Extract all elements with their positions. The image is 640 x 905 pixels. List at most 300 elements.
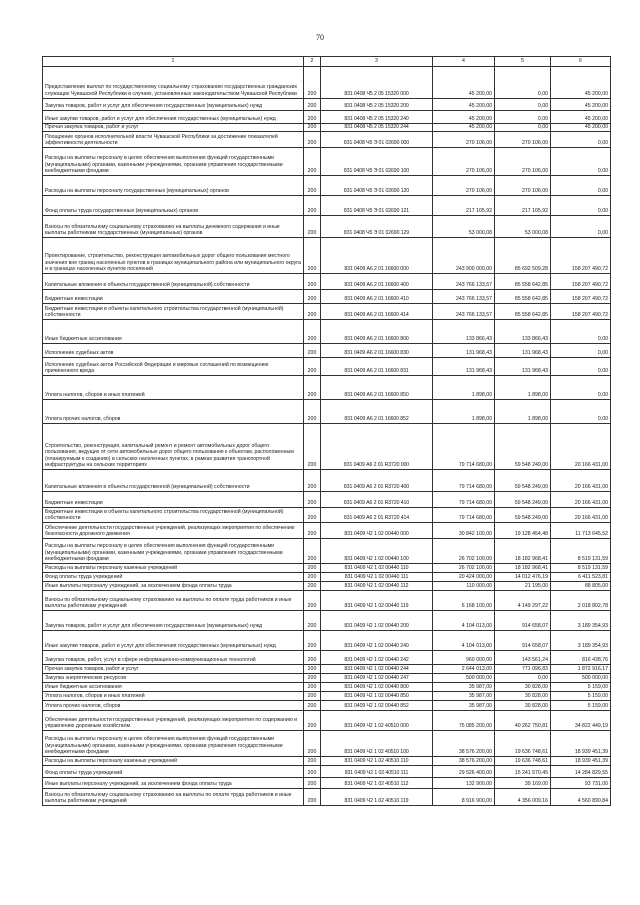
- expense-name-cell: Строительство, реконструкция, капитальный ремонт и ремонт автомобильных дорог общего пользования, ведущих от сети автомобильных дорог общего пользования к объектам, расположенным (планируемым к созданию) в сельских населенных пунктах, в рамках развития транспортной инфраструктуры на сельских территориях: [43, 424, 304, 470]
- executed-amount-cell: 30 828,00: [495, 692, 551, 701]
- unexecuted-amount-cell: 20 166 431,00: [551, 492, 611, 508]
- table-row: [43, 611, 611, 631]
- unexecuted-amount-cell: 0,00: [551, 358, 611, 376]
- expense-name-cell: Закупка товаров, работ и услуг для обеспечения государственных (муниципальных) нужд: [43, 611, 304, 631]
- line-code-cell: 200: [304, 358, 321, 376]
- approved-amount-cell: 38 576 200,00: [433, 757, 495, 766]
- approved-amount-cell: 35 987,00: [433, 692, 495, 701]
- budget-classification-code-cell: 831 0408 Ч5 Э 01 02690 100: [321, 148, 433, 176]
- approved-amount-cell: 960 000,00: [433, 651, 495, 665]
- approved-amount-cell: 79 714 680,00: [433, 470, 495, 492]
- expense-name-cell: Закупка товаров, работ, услуг в сфере информационно-коммуникационных технологий: [43, 651, 304, 665]
- executed-amount-cell: 4 356 009,16: [495, 789, 551, 806]
- unexecuted-amount-cell: 20 166 431,00: [551, 470, 611, 492]
- budget-classification-code-cell: 831 0409 А6 2 01 16600 831: [321, 358, 433, 376]
- budget-classification-code-cell: 831 0408 Ч5 Э 01 02690 121: [321, 196, 433, 216]
- budget-classification-code-cell: 831 0409 А6 2 01 R3720 414: [321, 508, 433, 523]
- approved-amount-cell: 1 898,00: [433, 400, 495, 424]
- expense-name-cell: Расходы на выплаты персоналу в целях обеспечения выполнения функций государственными (муниципальными) органами, казенными учреждениями, органами управления государственными внебюджетными фондами: [43, 731, 304, 757]
- executed-amount-cell: 21 195,00: [495, 582, 551, 591]
- expense-name-cell: Закупка товаров, работ и услуг для обеспечения государственных (муниципальных) нужд: [43, 99, 304, 111]
- expense-name-cell: Расходы на выплаты персоналу в целях обеспечения выполнения функций государственными (муниципальными) органами, казенными учреждениями, органами управления государственными внебюджетными фондами: [43, 148, 304, 176]
- expense-name-cell: Исполнение судебных актов Российской Федерации и мировых соглашений по возмещению причиненного вреда: [43, 358, 304, 376]
- unexecuted-amount-cell: 45 200,00: [551, 99, 611, 111]
- budget-classification-code-cell: 831 0409 Ч2 1 02 00440 852: [321, 701, 433, 711]
- approved-amount-cell: 8 916 900,00: [433, 789, 495, 806]
- expense-name-cell: Взносы по обязательному социальному страхованию на выплаты по оплате труда работников и иные выплаты работникам учреждений: [43, 591, 304, 611]
- expense-name-cell: Взносы по обязательному социальному страхованию на выплаты денежного содержания и иные выплаты работникам государственных (муниципальных) органов: [43, 216, 304, 238]
- expense-name-cell: Бюджетные инвестиции: [43, 290, 304, 304]
- table-row: [43, 692, 611, 701]
- expense-name-cell: Иные выплаты персоналу учреждений, за исключением фонда оплаты труда: [43, 582, 304, 591]
- expense-name-cell: Иные бюджетные ассигнования: [43, 320, 304, 344]
- expense-name-cell: Иные закупки товаров, работ и услуг для обеспечения государственных (муниципальных) нужд: [43, 111, 304, 124]
- approved-amount-cell: 500 000,00: [433, 674, 495, 683]
- table-row: [43, 111, 611, 124]
- approved-amount-cell: 270 106,00: [433, 148, 495, 176]
- line-code-cell: 200: [304, 132, 321, 148]
- table-row: [43, 358, 611, 376]
- line-code-cell: 200: [304, 376, 321, 400]
- budget-classification-code-cell: 831 0409 Ч2 1 02 40510 110: [321, 757, 433, 766]
- approved-amount-cell: 132 900,00: [433, 778, 495, 789]
- line-code-cell: 200: [304, 683, 321, 692]
- executed-amount-cell: 30 828,00: [495, 683, 551, 692]
- table-row: [43, 274, 611, 290]
- unexecuted-amount-cell: 158 207 490,72: [551, 274, 611, 290]
- table-row: [43, 320, 611, 344]
- unexecuted-amount-cell: 8 519 131,59: [551, 564, 611, 573]
- table-row: [43, 196, 611, 216]
- budget-classification-code-cell: 831 0409 Ч2 1 02 40510 111: [321, 766, 433, 778]
- approved-amount-cell: 270 106,00: [433, 176, 495, 196]
- table-row: [43, 564, 611, 573]
- approved-amount-cell: 243 766 133,57: [433, 290, 495, 304]
- budget-classification-code-cell: 831 0409 Ч2 1 02 40510 000: [321, 711, 433, 731]
- table-row: [43, 67, 611, 99]
- budget-classification-code-cell: 831 0409 А6 2 01 16600 830: [321, 344, 433, 358]
- line-code-cell: 200: [304, 701, 321, 711]
- table-row: [43, 591, 611, 611]
- budget-classification-code-cell: 831 0409 Ч2 1 02 00440 110: [321, 564, 433, 573]
- approved-amount-cell: 45 200,00: [433, 111, 495, 124]
- line-code-cell: 200: [304, 611, 321, 631]
- budget-classification-code-cell: 831 0408 Ч5 2 05 15320 200: [321, 99, 433, 111]
- line-code-cell: 200: [304, 470, 321, 492]
- unexecuted-amount-cell: 0,00: [551, 216, 611, 238]
- expense-name-cell: Уплата прочих налогов, сборов: [43, 701, 304, 711]
- approved-amount-cell: 30 842 100,00: [433, 523, 495, 539]
- approved-amount-cell: 131 968,43: [433, 358, 495, 376]
- header-col-6: 6: [551, 57, 611, 67]
- expense-name-cell: Фонд оплаты труда учреждений: [43, 573, 304, 582]
- table-row: [43, 731, 611, 757]
- budget-classification-code-cell: 831 0408 Ч5 Э 01 02690 129: [321, 216, 433, 238]
- budget-classification-code-cell: 831 0409 Ч2 1 02 40510 112: [321, 778, 433, 789]
- table-row: [43, 778, 611, 789]
- line-code-cell: 200: [304, 274, 321, 290]
- unexecuted-amount-cell: 2 018 802,78: [551, 591, 611, 611]
- expense-name-cell: Исполнение судебных актов: [43, 344, 304, 358]
- budget-classification-code-cell: 831 0408 Ч5 2 05 15320 000: [321, 67, 433, 99]
- line-code-cell: 200: [304, 539, 321, 564]
- line-code-cell: 200: [304, 424, 321, 470]
- executed-amount-cell: 1 898,00: [495, 376, 551, 400]
- budget-classification-code-cell: 831 0409 А6 2 01 16600 414: [321, 304, 433, 320]
- line-code-cell: 200: [304, 196, 321, 216]
- header-col-3: 3: [321, 57, 433, 67]
- expense-name-cell: Фонд оплаты труда государственных (муниципальных) органов: [43, 196, 304, 216]
- line-code-cell: 200: [304, 731, 321, 757]
- expense-name-cell: Иные бюджетные ассигнования: [43, 683, 304, 692]
- approved-amount-cell: 35 987,00: [433, 683, 495, 692]
- executed-amount-cell: 18 182 968,41: [495, 564, 551, 573]
- line-code-cell: 200: [304, 148, 321, 176]
- line-code-cell: 200: [304, 99, 321, 111]
- line-code-cell: 200: [304, 290, 321, 304]
- approved-amount-cell: 4 104 013,00: [433, 611, 495, 631]
- approved-amount-cell: 75 085 200,00: [433, 711, 495, 731]
- executed-amount-cell: 217 105,92: [495, 196, 551, 216]
- executed-amount-cell: 59 548 249,00: [495, 470, 551, 492]
- unexecuted-amount-cell: 0,00: [551, 148, 611, 176]
- unexecuted-amount-cell: 34 822 449,19: [551, 711, 611, 731]
- expense-name-cell: Бюджетные инвестиции в объекты капитального строительства государственной (муниципальной) собственности: [43, 304, 304, 320]
- expense-name-cell: Капитальные вложения в объекты государственной (муниципальной) собственности: [43, 274, 304, 290]
- approved-amount-cell: 35 987,00: [433, 701, 495, 711]
- approved-amount-cell: 1 898,00: [433, 376, 495, 400]
- budget-classification-code-cell: 831 0409 А6 2 01 R3720 410: [321, 492, 433, 508]
- approved-amount-cell: 243 766 133,57: [433, 304, 495, 320]
- unexecuted-amount-cell: 3 189 354,93: [551, 611, 611, 631]
- unexecuted-amount-cell: 45 200,00: [551, 124, 611, 132]
- table-row: [43, 674, 611, 683]
- expense-name-cell: Поощрение органов исполнительной власти Чувашской Республики за достижение показателей эффективности деятельности: [43, 132, 304, 148]
- approved-amount-cell: 270 106,00: [433, 132, 495, 148]
- budget-classification-code-cell: 831 0408 Ч5 Э 01 02690 120: [321, 176, 433, 196]
- unexecuted-amount-cell: 4 560 890,84: [551, 789, 611, 806]
- table-row: [43, 711, 611, 731]
- approved-amount-cell: 79 714 680,00: [433, 508, 495, 523]
- table-row: [43, 508, 611, 523]
- unexecuted-amount-cell: 0,00: [551, 400, 611, 424]
- executed-amount-cell: 914 658,07: [495, 611, 551, 631]
- table-row: [43, 582, 611, 591]
- expense-name-cell: Расходы на выплаты персоналу казенных учреждений: [43, 564, 304, 573]
- budget-classification-code-cell: 831 0409 А6 2 01 16600 800: [321, 320, 433, 344]
- budget-classification-code-cell: 831 0409 Ч2 1 02 00440 242: [321, 651, 433, 665]
- unexecuted-amount-cell: 158 207 490,72: [551, 238, 611, 274]
- line-code-cell: 200: [304, 344, 321, 358]
- line-code-cell: 200: [304, 238, 321, 274]
- executed-amount-cell: 270 106,00: [495, 176, 551, 196]
- line-code-cell: 200: [304, 651, 321, 665]
- budget-classification-code-cell: 831 0409 Ч2 1 02 00440 247: [321, 674, 433, 683]
- budget-execution-table: [42, 56, 611, 806]
- executed-amount-cell: 270 106,00: [495, 148, 551, 176]
- unexecuted-amount-cell: 11 713 645,52: [551, 523, 611, 539]
- executed-amount-cell: 0,00: [495, 99, 551, 111]
- executed-amount-cell: 85 558 642,85: [495, 304, 551, 320]
- header-col-5: 5: [495, 57, 551, 67]
- approved-amount-cell: 45 200,00: [433, 99, 495, 111]
- executed-amount-cell: 30 828,00: [495, 701, 551, 711]
- budget-classification-code-cell: 831 0409 Ч2 1 02 40510 100: [321, 731, 433, 757]
- executed-amount-cell: 85 558 642,85: [495, 274, 551, 290]
- budget-classification-code-cell: 831 0409 А6 2 01 16600 410: [321, 290, 433, 304]
- approved-amount-cell: 45 200,00: [433, 67, 495, 99]
- table-row: [43, 304, 611, 320]
- budget-classification-code-cell: 831 0409 А6 2 01 16600 400: [321, 274, 433, 290]
- approved-amount-cell: 26 702 100,00: [433, 539, 495, 564]
- executed-amount-cell: 59 548 249,00: [495, 492, 551, 508]
- line-code-cell: 200: [304, 400, 321, 424]
- executed-amount-cell: 771 096,83: [495, 665, 551, 674]
- expense-name-cell: Фонд оплаты труда учреждений: [43, 766, 304, 778]
- line-code-cell: 200: [304, 320, 321, 344]
- unexecuted-amount-cell: 45 200,00: [551, 111, 611, 124]
- table-row: [43, 376, 611, 400]
- table-row: [43, 132, 611, 148]
- expense-name-cell: Уплата налогов, сборов и иных платежей: [43, 376, 304, 400]
- expense-name-cell: Взносы по обязательному социальному страхованию на выплаты по оплате труда работников и иные выплаты работникам учреждений: [43, 789, 304, 806]
- header-col-4: 4: [433, 57, 495, 67]
- expense-name-cell: Уплата налогов, сборов и иных платежей: [43, 692, 304, 701]
- table-row: [43, 757, 611, 766]
- approved-amount-cell: 29 526 400,00: [433, 766, 495, 778]
- table-row: [43, 573, 611, 582]
- table-row: [43, 148, 611, 176]
- executed-amount-cell: 85 692 509,28: [495, 238, 551, 274]
- budget-classification-code-cell: 831 0408 Ч5 2 05 15320 244: [321, 124, 433, 132]
- approved-amount-cell: 243 766 133,57: [433, 274, 495, 290]
- executed-amount-cell: 0,00: [495, 124, 551, 132]
- expense-name-cell: Предоставление выплат по государственному социальному страхованию государственных гражданских служащих Чувашской Республики в случаях, установленных законодательством Чувашской Республики: [43, 67, 304, 99]
- line-code-cell: 200: [304, 631, 321, 651]
- executed-amount-cell: 131 968,43: [495, 344, 551, 358]
- expense-name-cell: Капитальные вложения в объекты государственной (муниципальной) собственности: [43, 470, 304, 492]
- executed-amount-cell: 1 898,00: [495, 400, 551, 424]
- budget-classification-code-cell: 831 0409 Ч2 1 02 00440 112: [321, 582, 433, 591]
- table-row: [43, 631, 611, 651]
- unexecuted-amount-cell: 0,00: [551, 320, 611, 344]
- approved-amount-cell: 2 644 013,00: [433, 665, 495, 674]
- executed-amount-cell: 39 169,00: [495, 778, 551, 789]
- executed-amount-cell: 131 968,43: [495, 358, 551, 376]
- budget-classification-code-cell: 831 0409 А6 2 01 16600 850: [321, 376, 433, 400]
- executed-amount-cell: 19 128 454,48: [495, 523, 551, 539]
- line-code-cell: 200: [304, 523, 321, 539]
- table-row: [43, 424, 611, 470]
- expense-name-cell: Прочая закупка товаров, работ и услуг: [43, 665, 304, 674]
- budget-classification-code-cell: 831 0409 Ч2 1 02 40510 119: [321, 789, 433, 806]
- executed-amount-cell: 59 548 249,00: [495, 424, 551, 470]
- unexecuted-amount-cell: 14 284 829,55: [551, 766, 611, 778]
- budget-classification-code-cell: 831 0409 Ч2 1 02 00440 200: [321, 611, 433, 631]
- approved-amount-cell: 26 702 100,00: [433, 564, 495, 573]
- budget-classification-code-cell: 831 0409 Ч2 1 02 00440 800: [321, 683, 433, 692]
- line-code-cell: 200: [304, 176, 321, 196]
- unexecuted-amount-cell: 158 207 490,72: [551, 304, 611, 320]
- approved-amount-cell: 131 968,43: [433, 344, 495, 358]
- approved-amount-cell: 6 168 100,00: [433, 591, 495, 611]
- unexecuted-amount-cell: 0,00: [551, 376, 611, 400]
- budget-classification-code-cell: 831 0409 Ч2 1 02 00440 100: [321, 539, 433, 564]
- unexecuted-amount-cell: 20 166 431,00: [551, 424, 611, 470]
- line-code-cell: 200: [304, 757, 321, 766]
- expense-name-cell: Проектирование, строительство, реконструкция автомобильных дорог общего пользования местного значения вне границ населенных пунктов в границах муниципального района или муниципального округа и в границах населенных пунктов поселений: [43, 238, 304, 274]
- unexecuted-amount-cell: 5 159,00: [551, 683, 611, 692]
- unexecuted-amount-cell: 1 872 916,17: [551, 665, 611, 674]
- table-row: [43, 400, 611, 424]
- table-row: [43, 701, 611, 711]
- line-code-cell: 200: [304, 591, 321, 611]
- line-code-cell: 200: [304, 508, 321, 523]
- unexecuted-amount-cell: 20 166 431,00: [551, 508, 611, 523]
- line-code-cell: 200: [304, 711, 321, 731]
- budget-classification-code-cell: 831 0409 А6 2 01 R3720 400: [321, 470, 433, 492]
- budget-classification-code-cell: 831 0408 Ч5 Э 01 02690 000: [321, 132, 433, 148]
- expense-name-cell: Обеспечение деятельности государственных учреждений, реализующих мероприятия по обеспечению безопасности дорожного движения: [43, 523, 304, 539]
- unexecuted-amount-cell: 45 200,00: [551, 67, 611, 99]
- approved-amount-cell: 20 424 000,00: [433, 573, 495, 582]
- executed-amount-cell: 4 149 297,22: [495, 591, 551, 611]
- expense-name-cell: Иные выплаты персоналу учреждений, за исключением фонда оплаты труда: [43, 778, 304, 789]
- budget-classification-code-cell: 831 0408 Ч5 2 05 15320 240: [321, 111, 433, 124]
- expense-name-cell: Расходы на выплаты персоналу государственных (муниципальных) органов: [43, 176, 304, 196]
- line-code-cell: 200: [304, 766, 321, 778]
- expense-name-cell: Иные закупки товаров, работ и услуг для обеспечения государственных (муниципальных) нужд: [43, 631, 304, 651]
- approved-amount-cell: 79 714 680,00: [433, 492, 495, 508]
- expense-name-cell: Расходы на выплаты персоналу казенных учреждений: [43, 757, 304, 766]
- budget-classification-code-cell: 831 0409 Ч2 1 02 00440 119: [321, 591, 433, 611]
- table-row: [43, 766, 611, 778]
- executed-amount-cell: 0,00: [495, 111, 551, 124]
- budget-classification-code-cell: 831 0409 А6 2 01 16600 000: [321, 238, 433, 274]
- table-row: [43, 789, 611, 806]
- unexecuted-amount-cell: 8 519 131,59: [551, 539, 611, 564]
- executed-amount-cell: 53 000,08: [495, 216, 551, 238]
- table-row: [43, 344, 611, 358]
- budget-classification-code-cell: 831 0409 Ч2 1 02 00440 850: [321, 692, 433, 701]
- approved-amount-cell: 79 714 680,00: [433, 424, 495, 470]
- executed-amount-cell: 59 548 249,00: [495, 508, 551, 523]
- table-row: [43, 651, 611, 665]
- line-code-cell: 200: [304, 674, 321, 683]
- unexecuted-amount-cell: 0,00: [551, 176, 611, 196]
- line-code-cell: 200: [304, 492, 321, 508]
- table-row: [43, 470, 611, 492]
- expense-name-cell: Бюджетные инвестиции в объекты капитального строительства государственной (муниципальной) собственности: [43, 508, 304, 523]
- unexecuted-amount-cell: 18 939 451,39: [551, 757, 611, 766]
- unexecuted-amount-cell: 5 159,00: [551, 701, 611, 711]
- unexecuted-amount-cell: 0,00: [551, 344, 611, 358]
- executed-amount-cell: 270 106,00: [495, 132, 551, 148]
- table-row: [43, 683, 611, 692]
- unexecuted-amount-cell: 6 411 523,81: [551, 573, 611, 582]
- budget-classification-code-cell: 831 0409 А6 2 01 16600 852: [321, 400, 433, 424]
- table-header-row: [43, 57, 611, 67]
- table-row: [43, 290, 611, 304]
- line-code-cell: 200: [304, 789, 321, 806]
- unexecuted-amount-cell: 3 189 354,93: [551, 631, 611, 651]
- executed-amount-cell: 19 636 748,61: [495, 757, 551, 766]
- executed-amount-cell: 914 658,07: [495, 631, 551, 651]
- header-col-1: 1: [43, 57, 304, 67]
- executed-amount-cell: 0,00: [495, 674, 551, 683]
- executed-amount-cell: 15 241 570,45: [495, 766, 551, 778]
- line-code-cell: 200: [304, 111, 321, 124]
- unexecuted-amount-cell: 500 000,00: [551, 674, 611, 683]
- budget-classification-code-cell: 831 0409 Ч2 1 02 00440 244: [321, 665, 433, 674]
- unexecuted-amount-cell: 816 438,76: [551, 651, 611, 665]
- approved-amount-cell: 243 900 000,00: [433, 238, 495, 274]
- budget-classification-code-cell: 831 0409 Ч2 1 02 00440 111: [321, 573, 433, 582]
- line-code-cell: 200: [304, 778, 321, 789]
- approved-amount-cell: 38 576 200,00: [433, 731, 495, 757]
- unexecuted-amount-cell: 0,00: [551, 132, 611, 148]
- line-code-cell: 200: [304, 216, 321, 238]
- approved-amount-cell: 217 105,92: [433, 196, 495, 216]
- executed-amount-cell: 18 182 968,41: [495, 539, 551, 564]
- table-row: [43, 665, 611, 674]
- executed-amount-cell: 14 012 476,19: [495, 573, 551, 582]
- line-code-cell: 200: [304, 564, 321, 573]
- approved-amount-cell: 53 000,08: [433, 216, 495, 238]
- line-code-cell: 200: [304, 124, 321, 132]
- expense-name-cell: Расходы на выплаты персоналу в целях обеспечения выполнения функций государственными (муниципальными) органами, казенными учреждениями, органами управления государственными внебюджетными фондами: [43, 539, 304, 564]
- line-code-cell: 200: [304, 304, 321, 320]
- table-row: [43, 238, 611, 274]
- approved-amount-cell: 45 200,00: [433, 124, 495, 132]
- executed-amount-cell: 143 561,24: [495, 651, 551, 665]
- table-row: [43, 216, 611, 238]
- expense-name-cell: Бюджетные инвестиции: [43, 492, 304, 508]
- unexecuted-amount-cell: 88 805,00: [551, 582, 611, 591]
- table-body: [43, 67, 611, 806]
- table-row: [43, 523, 611, 539]
- budget-classification-code-cell: 831 0409 Ч2 1 02 00440 240: [321, 631, 433, 651]
- expense-name-cell: Уплата прочих налогов, сборов: [43, 400, 304, 424]
- unexecuted-amount-cell: 93 731,00: [551, 778, 611, 789]
- executed-amount-cell: 40 262 750,81: [495, 711, 551, 731]
- expense-name-cell: Обеспечение деятельности государственных учреждений, реализующих мероприятия по содержанию и управлению дорожным хозяйством: [43, 711, 304, 731]
- unexecuted-amount-cell: 158 207 490,72: [551, 290, 611, 304]
- approved-amount-cell: 110 000,00: [433, 582, 495, 591]
- line-code-cell: 200: [304, 692, 321, 701]
- unexecuted-amount-cell: 0,00: [551, 196, 611, 216]
- expense-name-cell: Прочая закупка товаров, работ и услуг: [43, 124, 304, 132]
- line-code-cell: 200: [304, 582, 321, 591]
- budget-classification-code-cell: 831 0409 А6 2 01 R3720 000: [321, 424, 433, 470]
- executed-amount-cell: 19 636 748,61: [495, 731, 551, 757]
- approved-amount-cell: 4 104 013,00: [433, 631, 495, 651]
- approved-amount-cell: 133 866,43: [433, 320, 495, 344]
- expense-name-cell: Закупка энергетических ресурсов: [43, 674, 304, 683]
- table-row: [43, 492, 611, 508]
- line-code-cell: 200: [304, 665, 321, 674]
- unexecuted-amount-cell: 5 159,00: [551, 692, 611, 701]
- table-row: [43, 99, 611, 111]
- executed-amount-cell: 85 558 642,85: [495, 290, 551, 304]
- line-code-cell: 200: [304, 67, 321, 99]
- executed-amount-cell: 133 866,43: [495, 320, 551, 344]
- budget-classification-code-cell: 831 0409 Ч2 1 02 00440 000: [321, 523, 433, 539]
- unexecuted-amount-cell: 18 939 451,39: [551, 731, 611, 757]
- executed-amount-cell: 0,00: [495, 67, 551, 99]
- table-row: [43, 176, 611, 196]
- header-col-2: 2: [304, 57, 321, 67]
